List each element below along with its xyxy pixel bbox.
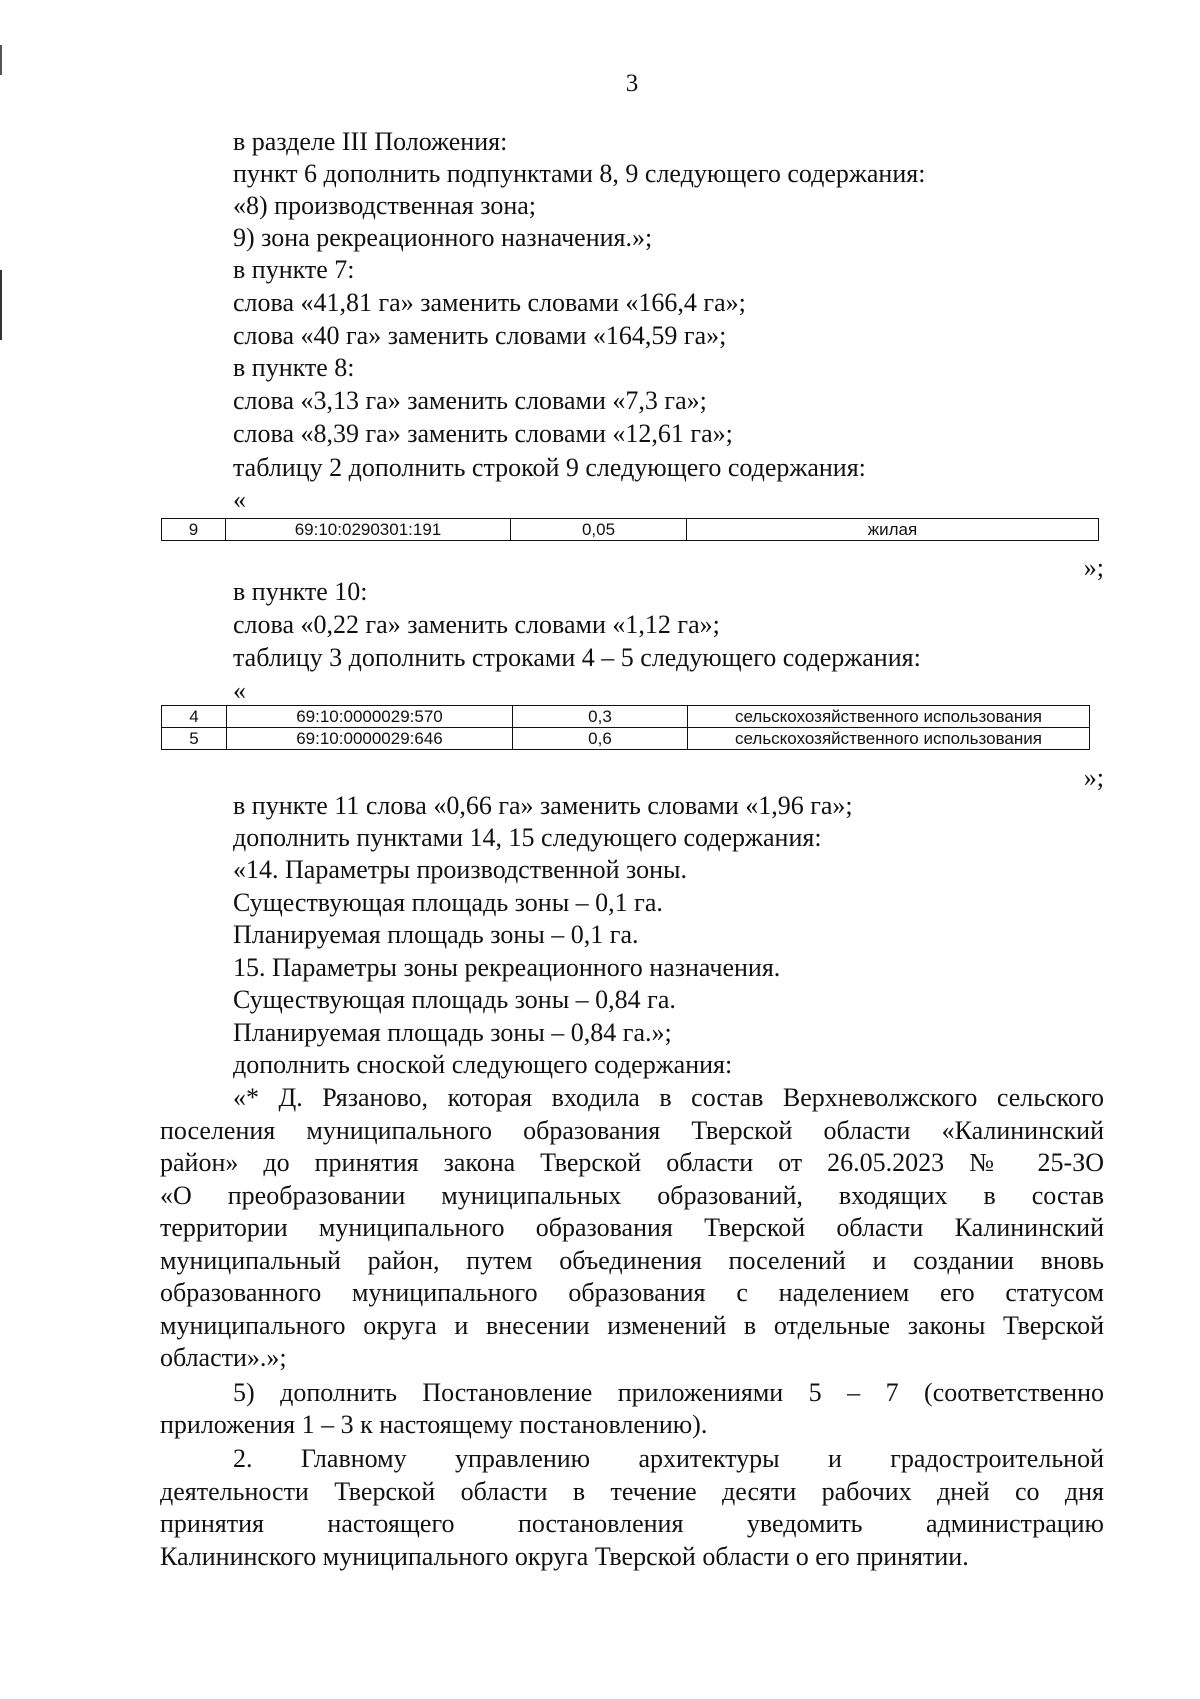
item-2-line: Калининского муниципального округа Тверской области о его принятии.: [160, 1542, 969, 1571]
text-line: таблицу 3 дополнить строками 4 – 5 следующего содержания:: [233, 643, 921, 672]
text-line: слова «8,39 га» заменить словами «12,61 га»;: [233, 419, 733, 448]
table-cell-cadastral: 69:10:0000029:570: [227, 706, 513, 728]
table-row: [162, 728, 1090, 750]
text-line: пункт 6 дополнить подпунктами 8, 9 следующего содержания:: [233, 159, 926, 188]
open-quote: «: [233, 485, 246, 514]
text-line: в пункте 11 слова «0,66 га» заменить словами «1,96 га»;: [233, 791, 853, 820]
open-quote: «: [233, 676, 246, 705]
text-line: Планируемая площадь зоны – 0,1 га.: [233, 920, 639, 949]
footnote-line: территории муниципального образования Тверской области Калининский: [160, 1213, 1104, 1242]
footnote-line: муниципальный район, путем объединения поселений и создании вновь: [160, 1246, 1104, 1275]
table-cell-area: 0,6: [513, 728, 688, 750]
text-line: 9) зона рекреационного назначения.»;: [233, 223, 653, 252]
table-cell-area: 0,3: [513, 706, 688, 728]
text-line: 15. Параметры зоны рекреационного назначения.: [233, 953, 781, 982]
table-cell-cadastral: 69:10:0290301:191: [226, 519, 511, 541]
text-line: дополнить сноской следующего содержания:: [233, 1050, 733, 1079]
text-line: слова «0,22 га» заменить словами «1,12 га»;: [233, 610, 720, 639]
text-line: Существующая площадь зоны – 0,84 га.: [233, 985, 676, 1014]
text-line: дополнить пунктами 14, 15 следующего содержания:: [233, 823, 822, 852]
scan-margin-mark: [0, 45, 2, 75]
item-2-line: принятия настоящего постановления уведомить администрацию: [160, 1509, 1104, 1538]
text-line: Планируемая площадь зоны – 0,84 га.»;: [233, 1018, 672, 1047]
table-row: [162, 706, 1090, 728]
text-line: слова «41,81 га» заменить словами «166,4 га»;: [233, 288, 746, 317]
item-2-line: 2. Главному управлению архитектуры и градостроительной: [233, 1444, 1104, 1473]
item-2-line: деятельности Тверской области в течение десяти рабочих дней со дня: [160, 1477, 1104, 1506]
text-line: слова «3,13 га» заменить словами «7,3 га»;: [233, 386, 707, 415]
close-quote: »;: [1083, 553, 1104, 582]
table-cell-cadastral: 69:10:0000029:646: [227, 728, 513, 750]
text-line: «14. Параметры производственной зоны.: [233, 855, 687, 884]
table-cell-number: 4: [162, 706, 227, 728]
text-line: в разделе III Положения:: [233, 127, 508, 156]
text-line: слова «40 га» заменить словами «164,59 га»;: [233, 321, 727, 350]
footnote-line: муниципального округа и внесении изменений в отдельные законы Тверской: [160, 1311, 1104, 1340]
item-5-line: 5) дополнить Постановление приложениями 5 – 7 (соответственно: [233, 1378, 1104, 1407]
page-number: 3: [625, 70, 639, 97]
table-cell-zone: жилая: [687, 519, 1099, 541]
table-cell-zone: сельскохозяйственного использования: [688, 728, 1090, 750]
text-line: в пункте 7:: [233, 255, 355, 284]
table-3-addition: [161, 705, 1090, 750]
table-row: [162, 519, 1099, 541]
footnote-line: поселения муниципального образования Тверской области «Калининский: [160, 1116, 1104, 1145]
table-2-addition: [161, 518, 1099, 541]
text-line: таблицу 2 дополнить строкой 9 следующего содержания:: [233, 453, 866, 482]
footnote-line: «* Д. Рязаново, которая входила в состав Верхневолжского сельского: [233, 1083, 1104, 1112]
scan-margin-mark: [0, 270, 2, 340]
footnote-line: образованного муниципального образования с наделением его статусом: [160, 1278, 1104, 1307]
footnote-line: «О преобразовании муниципальных образований, входящих в состав: [160, 1181, 1104, 1210]
close-quote: »;: [1083, 763, 1104, 792]
text-line: «8) производственная зона;: [233, 191, 537, 220]
item-5-line: приложения 1 – 3 к настоящему постановлению).: [160, 1410, 708, 1439]
text-line: Существующая площадь зоны – 0,1 га.: [233, 888, 663, 917]
table-cell-number: 5: [162, 728, 227, 750]
table-cell-area: 0,05: [511, 519, 687, 541]
text-line: в пункте 8:: [233, 353, 355, 382]
table-cell-zone: сельскохозяйственного использования: [688, 706, 1090, 728]
footnote-line: области».»;: [160, 1343, 287, 1372]
table-cell-number: 9: [162, 519, 226, 541]
footnote-line: район» до принятия закона Тверской области от 26.05.2023 № 25-ЗО: [160, 1148, 1104, 1177]
text-line: в пункте 10:: [233, 577, 368, 606]
